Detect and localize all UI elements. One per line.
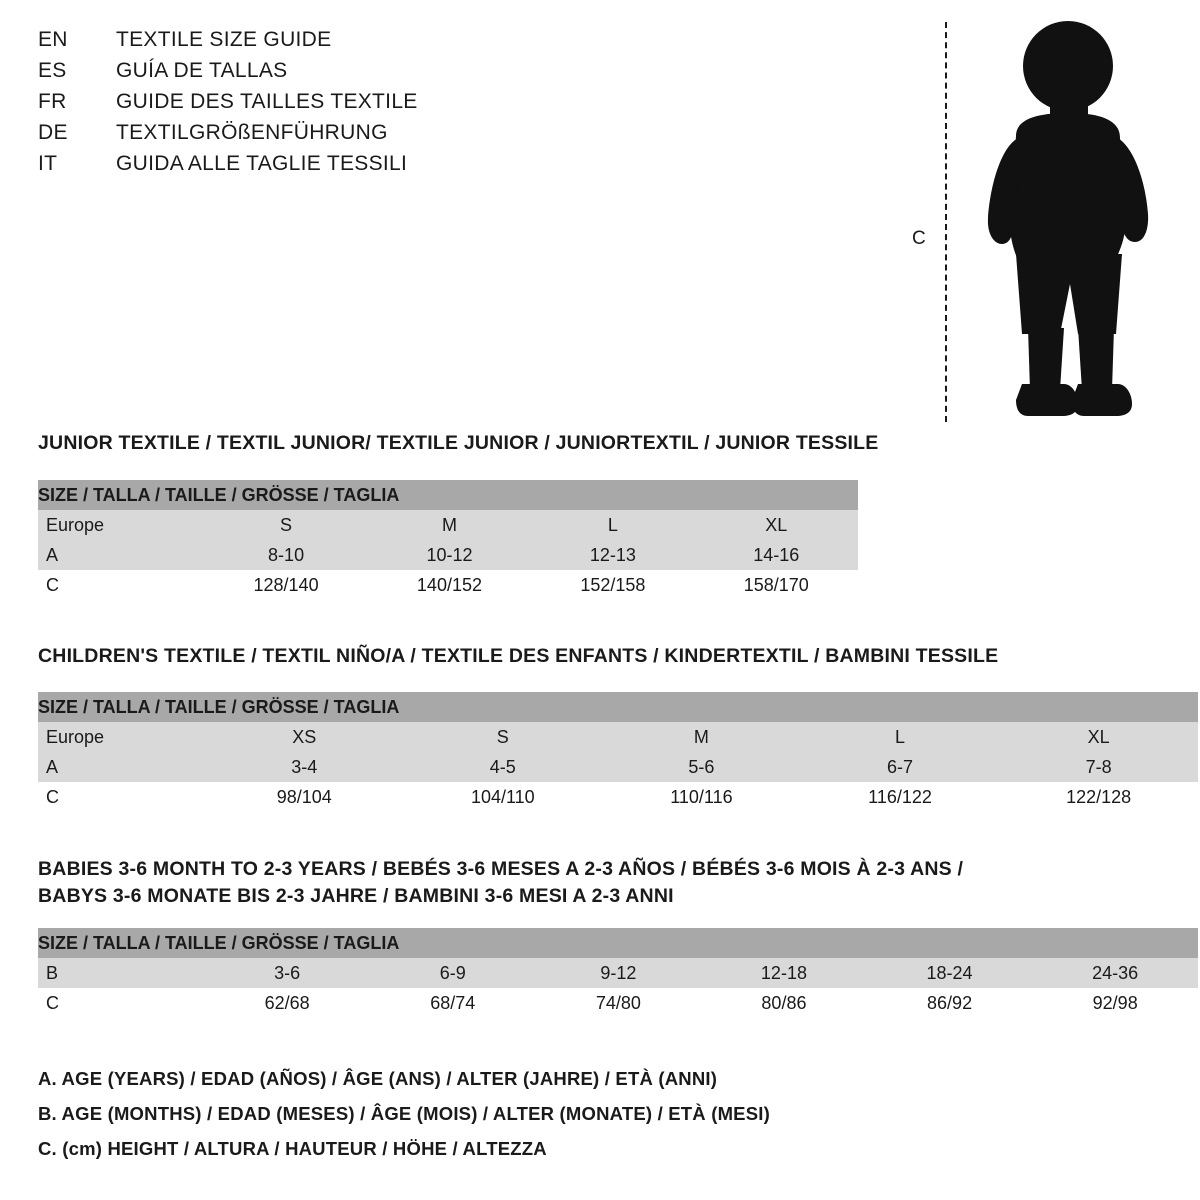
table-header-row xyxy=(38,480,858,510)
row-cell: 18-24 xyxy=(867,958,1033,988)
row-cell: 158/170 xyxy=(695,570,858,600)
language-title: TEXTILE SIZE GUIDE xyxy=(116,28,332,51)
row-cell: 104/110 xyxy=(404,782,603,812)
row-cell: XL xyxy=(695,510,858,540)
table-row xyxy=(38,988,1198,1018)
row-cell: 86/92 xyxy=(867,988,1033,1018)
row-cell: S xyxy=(204,510,367,540)
row-cell: S xyxy=(404,722,603,752)
height-measure-line xyxy=(945,22,947,422)
row-cell: 9-12 xyxy=(536,958,702,988)
row-label: C xyxy=(38,570,204,600)
language-title: TEXTILGRÖßENFÜHRUNG xyxy=(116,121,388,144)
language-row xyxy=(38,152,598,183)
row-cell: 14-16 xyxy=(695,540,858,570)
toddler-silhouette-icon xyxy=(960,18,1170,428)
row-label: C xyxy=(38,782,205,812)
section-title-children: CHILDREN'S TEXTILE / TEXTIL NIÑO/A / TEXTILE DES ENFANTS / KINDERTEXTIL / BAMBINI TESSILE xyxy=(38,645,999,667)
row-cell: 128/140 xyxy=(204,570,367,600)
table-row xyxy=(38,752,1198,782)
language-row xyxy=(38,121,598,152)
language-code: DE xyxy=(38,121,68,144)
language-title-block xyxy=(38,28,598,183)
row-cell: XL xyxy=(999,722,1198,752)
row-label: Europe xyxy=(38,722,205,752)
row-cell: 98/104 xyxy=(205,782,404,812)
row-cell: 74/80 xyxy=(536,988,702,1018)
section-title-junior: JUNIOR TEXTILE / TEXTIL JUNIOR/ TEXTILE JUNIOR / JUNIORTEXTIL / JUNIOR TESSILE xyxy=(38,432,879,454)
row-cell: 122/128 xyxy=(999,782,1198,812)
section-title-babies-line2: BABYS 3-6 MONATE BIS 2-3 JAHRE / BAMBINI 3-6 MESI A 2-3 ANNI xyxy=(38,885,674,907)
row-cell: 92/98 xyxy=(1032,988,1198,1018)
language-code: ES xyxy=(38,59,67,82)
row-cell: M xyxy=(602,722,801,752)
row-cell: XS xyxy=(205,722,404,752)
row-cell: 5-6 xyxy=(602,752,801,782)
legend-row-age-months: B. AGE (MONTHS) / EDAD (MESES) / ÂGE (MOIS) / ALTER (MONATE) / ETÀ (MESI) xyxy=(38,1103,770,1124)
legend-row-age-years: A. AGE (YEARS) / EDAD (AÑOS) / ÂGE (ANS) / ALTER (JAHRE) / ETÀ (ANNI) xyxy=(38,1068,718,1089)
table-row xyxy=(38,722,1198,752)
row-cell: 80/86 xyxy=(701,988,867,1018)
table-header-label: SIZE / TALLA / TAILLE / GRÖSSE / TAGLIA xyxy=(38,480,858,510)
language-title: GUIDA ALLE TAGLIE TESSILI xyxy=(116,152,408,175)
table-header-label: SIZE / TALLA / TAILLE / GRÖSSE / TAGLIA xyxy=(38,692,1198,722)
language-code: IT xyxy=(38,152,58,175)
babies-size-table xyxy=(38,928,1198,1018)
row-cell: L xyxy=(801,722,1000,752)
row-cell: 10-12 xyxy=(368,540,531,570)
row-cell: 6-9 xyxy=(370,958,536,988)
row-cell: 3-6 xyxy=(204,958,370,988)
row-cell: 68/74 xyxy=(370,988,536,1018)
language-row xyxy=(38,59,598,90)
row-label: C xyxy=(38,988,204,1018)
table-header-row xyxy=(38,928,1198,958)
legend-row-height: C. (cm) HEIGHT / ALTURA / HAUTEUR / HÖHE / ALTEZZA xyxy=(38,1138,547,1159)
table-row xyxy=(38,782,1198,812)
row-cell: M xyxy=(368,510,531,540)
table-header-row xyxy=(38,692,1198,722)
language-title: GUÍA DE TALLAS xyxy=(116,59,288,82)
language-code: FR xyxy=(38,90,67,113)
table-row xyxy=(38,570,858,600)
row-cell: 152/158 xyxy=(531,570,694,600)
row-label: Europe xyxy=(38,510,204,540)
junior-size-table xyxy=(38,480,858,600)
row-label: A xyxy=(38,540,204,570)
language-row xyxy=(38,28,598,59)
row-cell: 116/122 xyxy=(801,782,1000,812)
row-cell: 140/152 xyxy=(368,570,531,600)
row-label: B xyxy=(38,958,204,988)
language-row xyxy=(38,90,598,121)
language-code: EN xyxy=(38,28,68,51)
measurement-figure xyxy=(900,10,1180,430)
row-cell: 24-36 xyxy=(1032,958,1198,988)
row-cell: 8-10 xyxy=(204,540,367,570)
section-title-babies-line1: BABIES 3-6 MONTH TO 2-3 YEARS / BEBÉS 3-6 MESES A 2-3 AÑOS / BÉBÉS 3-6 MOIS À 2-3 ANS / xyxy=(38,858,964,880)
row-cell: 12-13 xyxy=(531,540,694,570)
language-title: GUIDE DES TAILLES TEXTILE xyxy=(116,90,418,113)
row-cell: 12-18 xyxy=(701,958,867,988)
legend-block xyxy=(38,1068,1038,1173)
row-cell: 3-4 xyxy=(205,752,404,782)
table-row xyxy=(38,510,858,540)
row-cell: 4-5 xyxy=(404,752,603,782)
table-header-label: SIZE / TALLA / TAILLE / GRÖSSE / TAGLIA xyxy=(38,928,1198,958)
table-row xyxy=(38,958,1198,988)
height-measure-label: C xyxy=(912,228,926,249)
row-cell: 62/68 xyxy=(204,988,370,1018)
row-cell: 6-7 xyxy=(801,752,1000,782)
children-size-table xyxy=(38,692,1198,812)
row-label: A xyxy=(38,752,205,782)
row-cell: 7-8 xyxy=(999,752,1198,782)
row-cell: L xyxy=(531,510,694,540)
table-row xyxy=(38,540,858,570)
row-cell: 110/116 xyxy=(602,782,801,812)
